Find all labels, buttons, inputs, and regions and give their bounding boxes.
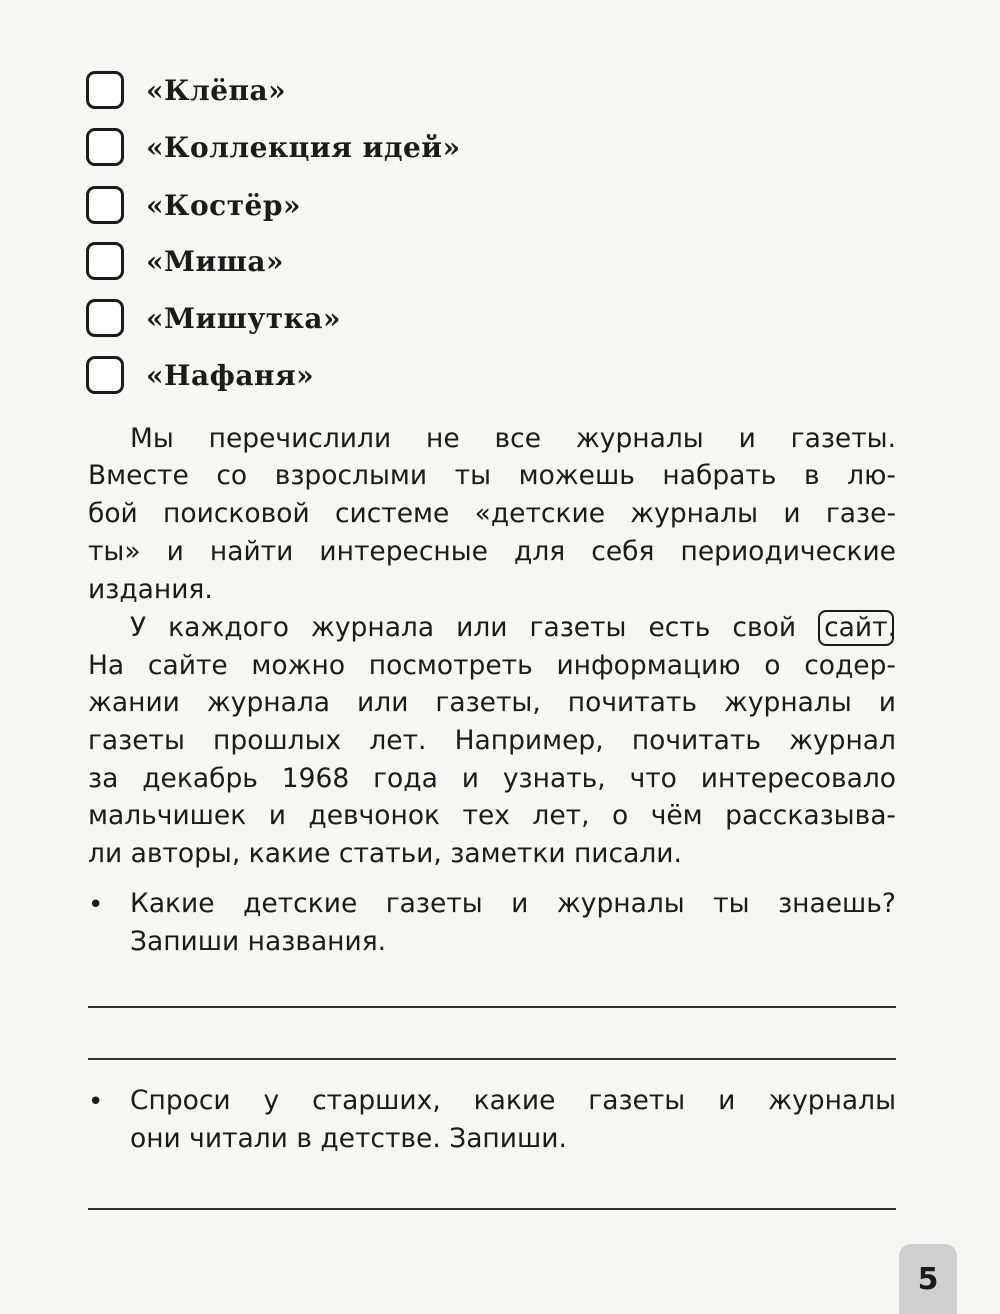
checkbox[interactable] xyxy=(86,128,124,166)
checkbox[interactable] xyxy=(86,299,124,337)
checklist-label: «Нафаня» xyxy=(146,358,315,392)
checklist-item[interactable] xyxy=(86,296,341,340)
paragraph-line: газеты прошлых лет. Например, почитать журнал xyxy=(88,725,896,756)
checkbox[interactable] xyxy=(86,186,124,224)
checklist-item[interactable] xyxy=(86,68,286,112)
checklist-item[interactable] xyxy=(86,239,284,283)
bullet-marker: • xyxy=(88,1087,104,1117)
paragraph-line: мальчишек и девчонок тех лет, о чём рассказыва- xyxy=(88,800,896,831)
task-line: Запиши названия. xyxy=(130,926,387,957)
checklist-label: «Костёр» xyxy=(146,188,301,222)
task-line: Какие детские газеты и журналы ты знаешь? xyxy=(130,888,896,919)
paragraph-line: бой поисковой системе «детские журналы и газе- xyxy=(88,498,896,529)
page-number: 5 xyxy=(899,1244,957,1314)
paragraph-text: . xyxy=(887,612,896,643)
paragraph-text: У каждого журнала или газеты есть свой xyxy=(130,612,797,643)
checklist-item[interactable] xyxy=(86,183,301,227)
checkbox[interactable] xyxy=(86,71,124,109)
checklist-label: «Мишутка» xyxy=(146,301,341,335)
paragraph-line: Мы перечислили не все журналы и газеты. xyxy=(130,423,896,454)
task-line: Спроси у старших, какие газеты и журналы xyxy=(130,1085,896,1116)
boxed-word: сайт xyxy=(818,610,893,646)
checklist-label: «Миша» xyxy=(146,244,284,278)
answer-line[interactable] xyxy=(88,1006,896,1008)
checklist-item[interactable] xyxy=(86,353,314,397)
checklist-label: «Коллекция идей» xyxy=(146,130,461,164)
checkbox[interactable] xyxy=(86,356,124,394)
paragraph-line: ли авторы, какие статьи, заметки писали. xyxy=(88,838,682,869)
paragraph-line: за декабрь 1968 года и узнать, что интересовало xyxy=(88,763,896,794)
checkbox[interactable] xyxy=(86,242,124,280)
checklist-item[interactable] xyxy=(86,125,461,169)
answer-line[interactable] xyxy=(88,1208,896,1210)
paragraph-line: На сайте можно посмотреть информацию о содер- xyxy=(88,650,896,681)
checklist-label: «Клёпа» xyxy=(146,73,287,107)
paragraph-line: издания. xyxy=(88,574,213,605)
task-line: они читали в детстве. Запиши. xyxy=(130,1123,567,1154)
answer-line[interactable] xyxy=(88,1058,896,1060)
paragraph-line: ты» и найти интересные для себя периодические xyxy=(88,536,896,567)
paragraph-line xyxy=(130,609,896,647)
bullet-marker: • xyxy=(88,890,104,920)
paragraph-line: Вместе со взрослыми ты можешь набрать в лю- xyxy=(88,460,896,491)
paragraph-line: жании журнала или газеты, почитать журналы и xyxy=(88,687,896,718)
